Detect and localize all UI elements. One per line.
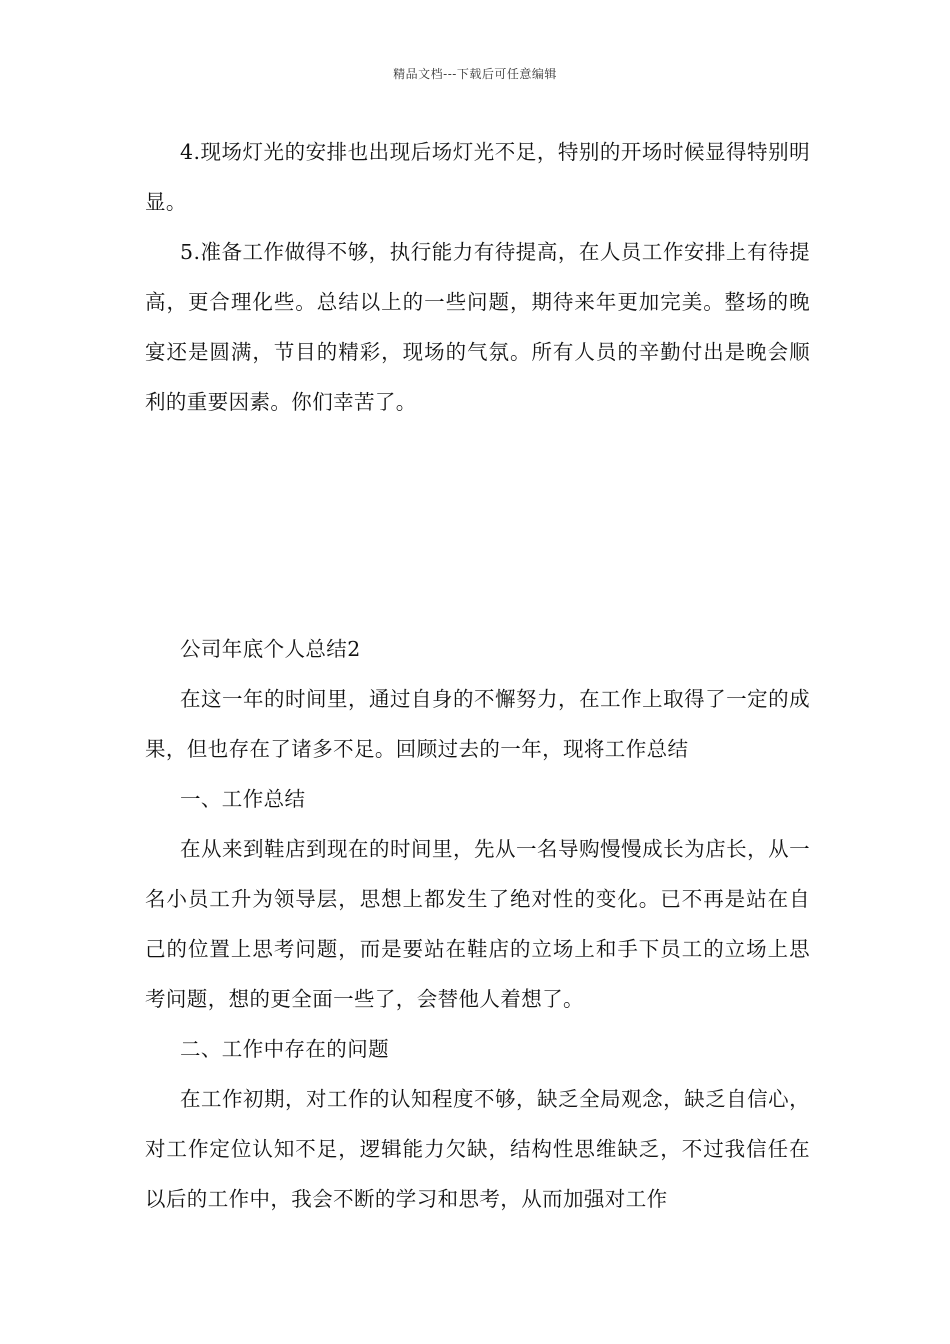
page-header: 精品文档---下载后可任意编辑 <box>393 67 557 81</box>
problems-paragraph: 在工作初期，对工作的认知程度不够，缺乏全局观念，缺乏自信心，对工作定位认知不足，逻辑能力欠缺，结构性思维缺乏，不过我信任在以后的工作中，我会不断的学习和思考，从而加强对工作 <box>145 1087 810 1211</box>
work-summary-paragraph: 在从来到鞋店到现在的时间里，先从一名导购慢慢成长为店长，从一名小员工升为领导层，思想上都发生了绝对性的变化。已不再是站在自己的位置上思考问题，而是要站在鞋店的立场上和手下员工的立场上思考问题，想的更全面一些了，会替他人着想了。 <box>145 837 810 1011</box>
heading-work-summary: 一、工作总结 <box>180 787 306 811</box>
section-title: 公司年底个人总结2 <box>180 637 361 661</box>
intro-paragraph: 在这一年的时间里，通过自身的不懈努力，在工作上取得了一定的成果，但也存在了诸多不足。回顾过去的一年，现将工作总结 <box>145 687 810 761</box>
paragraph-5: 5.准备工作做得不够，执行能力有待提高，在人员工作安排上有待提高，更合理化些。总结以上的一些问题，期待来年更加完美。整场的晚宴还是圆满，节目的精彩，现场的气氛。所有人员的辛勤付出是晚会顺利的重要因素。你们幸苦了。 <box>145 240 810 414</box>
section-2 <box>145 624 810 1224</box>
paragraph-4: 4.现场灯光的安排也出现后场灯光不足，特别的开场时候显得特别明显。 <box>145 140 810 214</box>
section-1 <box>145 127 810 427</box>
heading-problems: 二、工作中存在的问题 <box>180 1037 389 1061</box>
